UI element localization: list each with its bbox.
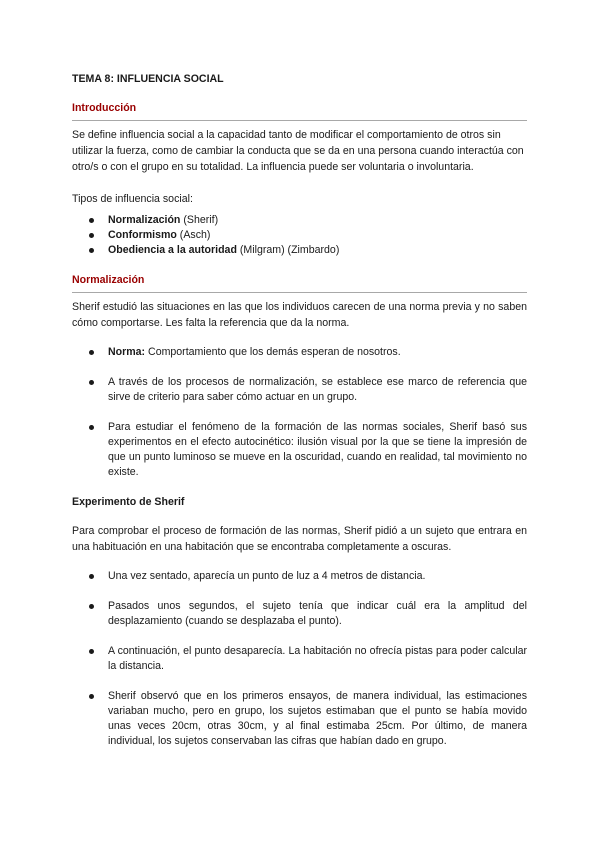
experimento-list (72, 569, 527, 749)
list-item-text: A través de los procesos de normalización, se establece ese marco de referencia que sirve de criterio para saber cómo actuar en un grupo. (108, 376, 527, 403)
term-norma: Norma: (108, 346, 146, 358)
influence-types-list (72, 213, 527, 258)
type-author: (Milgram) (Zimbardo) (236, 244, 340, 256)
heading-normalizacion: Normalización (72, 274, 145, 286)
intro-paragraph: Se define influencia social a la capacidad tanto de modificar el comportamiento de otros sin utilizar la fuerza, como de cambiar la conducta que se da en una persona cuando interactúa con otro/s o con el grupo en su totalidad. La influencia puede ser voluntaria o involuntaria. (72, 129, 524, 173)
list-item (72, 689, 527, 749)
type-author: (Sherif) (180, 214, 219, 226)
heading-divider (72, 292, 527, 293)
bullet-dot (89, 233, 94, 238)
list-item-text: Pasados unos segundos, el sujeto tenía que indicar cuál era la amplitud del desplazamiento (cuando se desplazaba el punto). (108, 600, 527, 627)
list-item (72, 243, 527, 258)
bullet-dot (89, 350, 94, 355)
type-name: Normalización (108, 214, 181, 226)
list-item (72, 213, 527, 228)
list-item (72, 644, 527, 674)
bullet-dot (89, 604, 94, 609)
experimento-paragraph: Para comprobar el proceso de formación de las normas, Sherif pidió a un sujeto que entrara en una habituación en una habitación que se encontraba completamente a oscuras. (72, 525, 527, 553)
heading-experimento: Experimento de Sherif (72, 496, 185, 508)
heading-introduccion: Introducción (72, 102, 137, 114)
list-item-text: Una vez sentado, aparecía un punto de luz a 4 metros de distancia. (108, 570, 426, 582)
type-name: Obediencia a la autoridad (108, 244, 237, 256)
bullet-dot (89, 218, 94, 223)
bullet-dot (89, 380, 94, 385)
document-content (72, 72, 527, 749)
document-title: TEMA 8: INFLUENCIA SOCIAL (72, 73, 224, 85)
list-item (72, 345, 527, 360)
types-label: Tipos de influencia social: (72, 193, 193, 205)
term-definition: Comportamiento que los demás esperan de nosotros. (145, 346, 401, 358)
bullet-dot (89, 425, 94, 430)
list-item (72, 599, 527, 629)
bullet-dot (89, 694, 94, 699)
normalizacion-list (72, 345, 527, 480)
list-item-text: A continuación, el punto desaparecía. La habitación no ofrecía pistas para poder calcular la distancia. (108, 645, 527, 672)
list-item-text: Sherif observó que en los primeros ensayos, de manera individual, las estimaciones variaban mucho, pero en grupo, los sujetos estimaban que el punto se había movido unas veces 20cm, otras 30cm, y al final estimaba 25cm. Por último, de manera individual, los sujetos conservaban las cifras que habían dado en grupo. (108, 690, 527, 747)
type-name: Conformismo (108, 229, 177, 241)
list-item (72, 420, 527, 480)
list-item (72, 375, 527, 405)
heading-divider (72, 120, 527, 121)
list-item (72, 228, 527, 243)
normalizacion-paragraph: Sherif estudió las situaciones en las que los individuos carecen de una norma previa y no saben cómo comportarse. Les falta la referencia que da la norma. (72, 301, 527, 329)
bullet-dot (89, 574, 94, 579)
bullet-dot (89, 248, 94, 253)
type-author: (Asch) (176, 229, 211, 241)
list-item (72, 569, 527, 584)
list-item-text: Para estudiar el fenómeno de la formación de las normas sociales, Sherif basó sus experimentos en el efecto autocinético: ilusión visual por la que se tiene la impresión de que un punto luminoso se mueve en la oscuridad, cuando en realidad, tal movimiento no existe. (108, 421, 527, 478)
bullet-dot (89, 649, 94, 654)
